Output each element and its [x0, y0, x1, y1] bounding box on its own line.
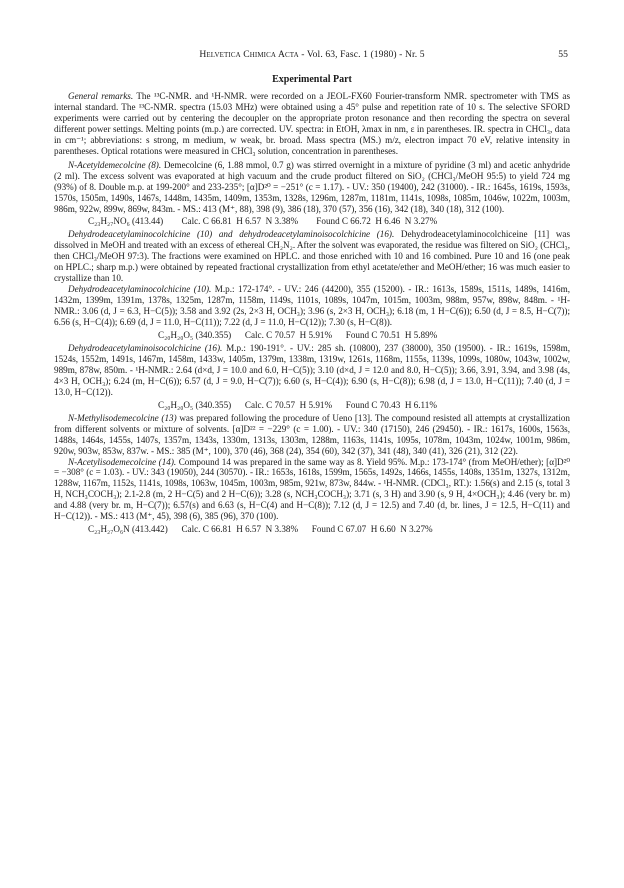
- paragraph-compound-16: [54, 343, 570, 398]
- paragraph-compound-13: [54, 413, 570, 457]
- section-title: Experimental Part: [272, 74, 352, 85]
- elemental-analysis: C₂₃H₂₇O₆N (413.442) Calc. C 66.81 H 6.57 N 3.38% Found C 67.07 H 6.60 N 3.27%: [88, 524, 433, 535]
- paragraph-general-remarks: [54, 91, 570, 157]
- paragraph-lead: Dehydrodeacetylaminocolchicine (10) and dehydrodeacetylaminoisocolchicine (16).: [68, 229, 395, 240]
- paragraph-text: Demecolcine (6, 1.88 mmol, 0.7 g) was stirred overnight in a mixture of pyridine (3 ml) and acetic anhydride (2 ml). The excess solvent was evaporated at high vacuum and the crude product filtered on SiO₂ (CHCl₃/MeOH 95:5) to yield 724 mg (93%) of 8. Double m.p. at 199-200° and 233-235°; [α]D²⁰ = −251° (c = 1.17). - UV.: 350 (19400), 242 (31000). - IR.: 1645s, 1619s, 1593s, 1570s, 1505m, 1490s, 1467s, 1448m, 1435m, 1409m, 1353m, 1328s, 1296m, 1287m, 1181m, 1141s, 1098s, 1085m, 1046w, 1022m, 1003m, 986m, 922w, 899w, 869w, 843m. - MS.: 413 (M⁺, 88), 398 (9), 386 (18), 370 (57), 356 (16), 342 (18), 340 (18), 312 (100).: [54, 159, 570, 214]
- paragraph-acetyldemecolcine: [54, 160, 570, 215]
- paragraph-text: M.p.: 190-191°. - UV.: 285 sh. (10800), 237 (38000), 350 (19500). - IR.: 1619s, 1598m, 1524s, 1552m, 1491s, 1467m, 1458m, 1433w, 1405m, 1379m, 1338m, 1319w, 1261s, 1168m, 1155s, 1139s, 1099s, 1080w, 1043w, 1002w, 989m, 878w, 850m. - ¹H-NMR.: 2.64 (d×d, J = 10.0 and 6.0, H−C(5)); 3.10 (d×d, J = 12.0 and 8.0, H−C(5)); 3.66, 3.91, 3.94, and 3.98 (4s, 4×3 H, OCH₃); 6.24 (m, H−C(6)); 6.57 (d, J = 9.0, H−C(7)); 6.60 (s, H−C(4)); 6.90 (s, H−C(8)); 6.98 (d, J = 13.0, H−C(11)); 7.40 (d, J = 13.0, H−C(12)).: [54, 342, 570, 397]
- paragraph-text: Compound 14 was prepared in the same way as 8. Yield 95%. M.p.: 173-174° (from MeOH/ether); [α]D²⁰ = −308° (c = 1.03). - UV.: 343 (19050), 244 (30570). - IR.: 1653s, 1618s, 1599m, 1565s, 1492s, 1466s, 1455s, 1408s, 1351m, 1327s, 1312m, 1288w, 1167m, 1152s, 1141s, 1098s, 1063w, 1045m, 1003m, 985m, 921w, 873w, 844w. - ¹H-NMR. (CDCl₃, RT.): 1.56(s) and 2.15 (s, total 3 H, NCH₃COCH₃); 2.1-2.8 (m, 2 H−C(5) and 2 H−C(6)); 3.28 (s, NCH₃COCH₃); 3.71 (s, 3 H) and 3.90 (s, 9 H, 4×OCH₃); 4.46 (very br. m) and 4.88 (very br. m, H−C(7)); 6.57(s) and 6.63 (s, H−C(4) and H−C(8)); 7.12 (d, J = 12.5) and 7.40 (d, br. lines, J = 12.5, H−C(11) and H−C(12)). - MS.: 413 (M⁺, 45), 398 (6), 385 (96), 370 (100).: [54, 456, 570, 522]
- paragraph-text: Dehydrodeacetylaminocolchiceine [11] was dissolved in MeOH and treated with an excess of ethereal CH₂N₂. After the solvent was evaporated, the residue was filtered on SiO₂ (CHCl₃, then CHCl₃/MeOH 97:3). The fractions were examined on HPLC. and those enriched with 10 and 16 combined. Pure 10 and 16 (one peak on HPLC.; sharp m.p.) were obtained by repeated fractional crystallization from ethyl acetate/ether and MeOH/ether; 16 was much easier to crystallize than 10.: [54, 229, 571, 284]
- running-header: [54, 49, 570, 63]
- journal-name: Helvetica Chimica Acta: [199, 49, 299, 60]
- paragraph-lead: General remarks.: [68, 91, 134, 101]
- paragraph-compound-10: [54, 284, 570, 328]
- paragraph-lead: Dehydrodeacetylaminocolchicine (10).: [68, 284, 212, 295]
- page-number: 55: [558, 49, 568, 60]
- elemental-analysis: C₂₀H₂₀O₅ (340.355) Calc. C 70.57 H 5.91% Found C 70.43 H 6.11%: [158, 399, 437, 410]
- paragraph-text: M.p.: 172-174°. - UV.: 246 (44200), 355 (15200). - IR.: 1613s, 1589s, 1511s, 1489s, 1416m, 1432m, 1399m, 1391m, 1378s, 1325m, 1287m, 1158m, 1149s, 1101s, 1089s, 1047m, 1015m, 1003m, 988m, 957w, 898w, 848m. - ¹H-NMR.: 3.06 (d, J = 6.3, H−C(5)); 3.58 and 3.92 (2s, 2×3 H, OCH₃); 3.96 (s, 2×3 H, OCH₃); 6.18 (m, 1 H−C(6)); 6.50 (d, J = 8.5, H−C(7)); 6.56 (s, H−C(4)); 6.69 (d, J = 11.0, H−C(11)); 7.22 (d, J = 11.0, H−C(12)); 7.30 (s, H−C(8)).: [54, 284, 570, 328]
- experimental-body: [54, 91, 570, 537]
- journal-issue: - Vol. 63, Fasc. 1 (1980) - Nr. 5: [298, 49, 425, 60]
- paragraph-lead: N-Methylisodemecolcine (13): [68, 412, 177, 423]
- paragraph-lead: N-Acetylisodemecolcine (14).: [68, 456, 177, 467]
- paragraph-compound-14: [54, 457, 570, 523]
- paragraph-text: The ¹³C-NMR. and ¹H-NMR. were recorded on a JEOL-FX60 Fourier-transform NMR. spectrometer with TMS as internal standard. The ¹³C-NMR. spectra (15.03 MHz) were obtained using a 45° pulse and repetition rate of 10 s. The selective SFORD experiments were carried out by centering the decoupler on the appropriate proton resonance and then recording the spectra on several different power settings. Melting points (m.p.) are corrected. UV. spectra: in EtOH, λmax in nm, ε in parentheses. IR. spectra in CHCl₃, data in cm⁻¹; abbreviations: s strong, m medium, w weak, br. broad. Mass spectra (MS.) m/z, electron impact 70 eV, relative intensity in parentheses. Optical rotations were measured in CHCl₃ solution, concentration in parentheses.: [54, 91, 570, 156]
- paragraph-lead: Dehydrodeacetylaminoisocolchicine (16).: [68, 342, 223, 353]
- paragraph-lead: N-Acetyldemecolcine (8).: [68, 159, 162, 170]
- paragraph-text: was prepared following the procedure of Ueno [13]. The compound resisted all attempts at crystallization from different solvents or mixture of solvents. [α]D²² = −229° (c = 1.00). - UV.: 340 (17150), 246 (29450). - IR.: 1617s, 1600s, 1563s, 1488s, 1464s, 1455s, 1407s, 1357m, 1343s, 1330m, 1313s, 1303m, 1288m, 1163s, 1141s, 1095s, 1078m, 1043m, 1024w, 1001m, 986m, 920w, 903w, 853w, 837w. - MS.: 385 (M⁺, 100), 370 (46), 368 (24), 354 (60), 342 (37), 341 (48), 340 (41), 326 (21), 312 (22).: [54, 412, 570, 456]
- elemental-analysis: C₂₀H₂₀O₅ (340.355) Calc. C 70.57 H 5.91% Found C 70.51 H 5.89%: [158, 330, 438, 341]
- paragraph-dehydro-mixture: [54, 229, 570, 284]
- elemental-analysis: C₂₃H₂₇NO₆ (413.44) Calc. C 66.81 H 6.57 N 3.38% Found C 66.72 H 6.46 N 3.27%: [88, 216, 438, 227]
